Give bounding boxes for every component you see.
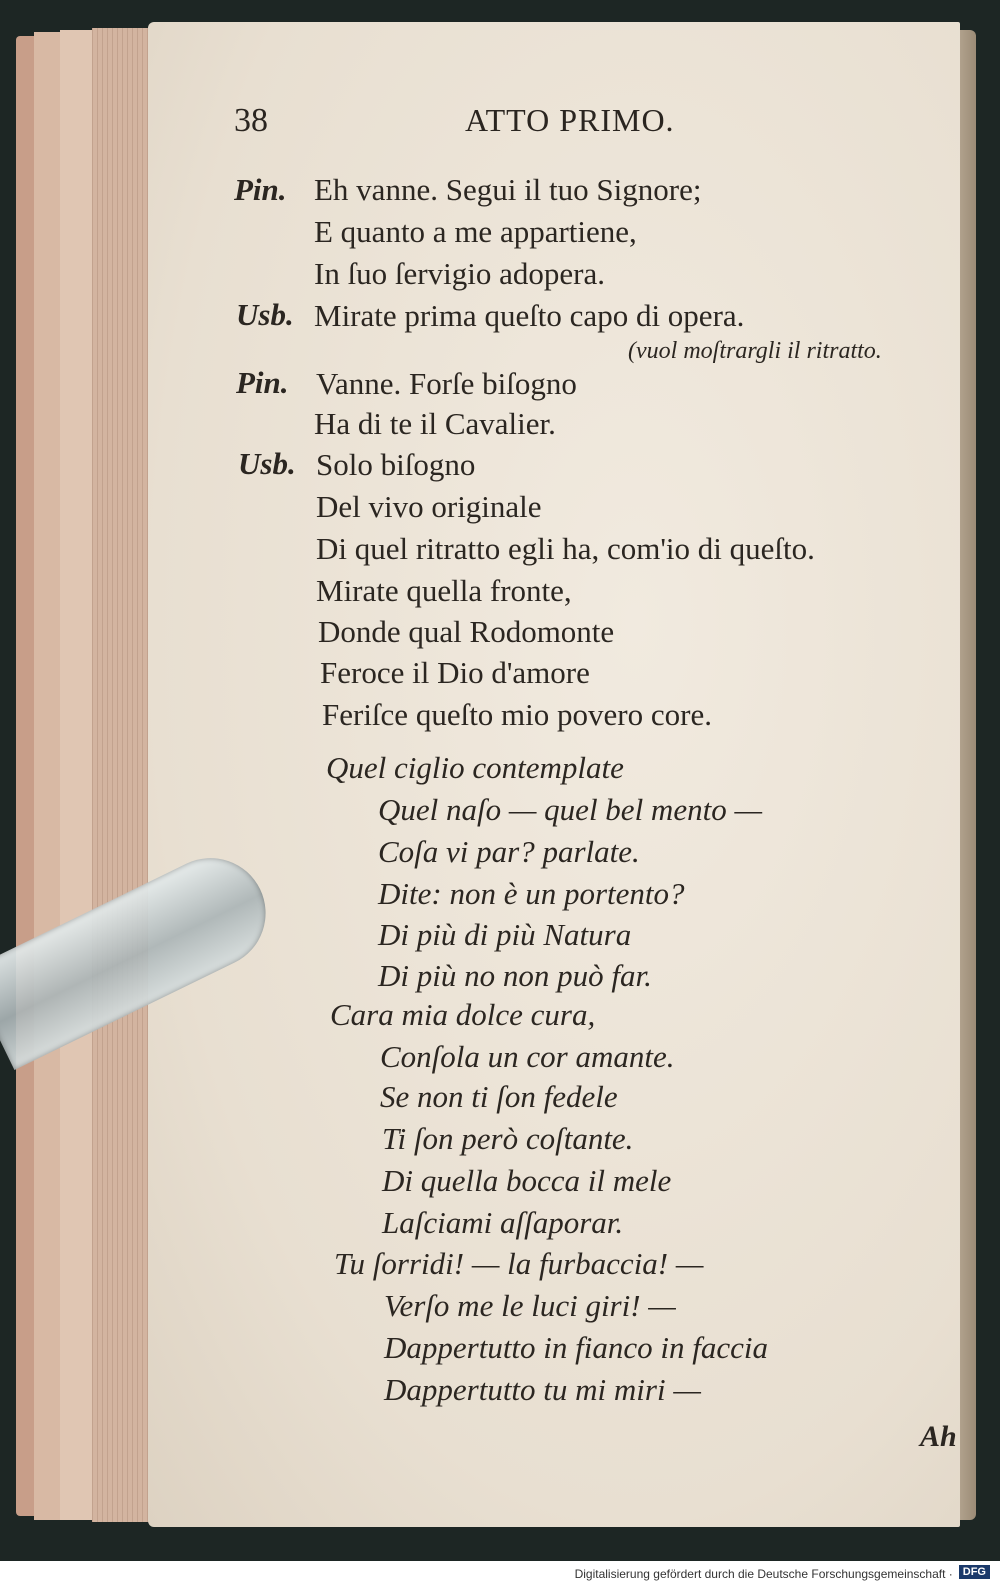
verse-line: Donde qual Rodomonte [318,614,615,649]
verse-line: In ſuo ſervigio adopera. [314,256,605,291]
aria-line: Conſola un cor amante. [380,1039,675,1074]
verse-line: Mirate quella fronte, [316,573,572,608]
aria-line: Quel ciglio contemplate [326,750,624,785]
verse-line: Vanne. Forſe biſogno [316,366,577,401]
aria-line: Tu ſorridi! — la furbaccia! — [334,1246,704,1281]
speaker-label: Usb. [238,446,296,481]
dfg-logo-icon: DFG [959,1565,990,1579]
aria-line: Cara mia dolce cura, [330,997,596,1032]
verse-line: Feroce il Dio d'amore [320,655,590,690]
verse-line: Mirate prima queſto capo di opera. [314,298,745,333]
running-title: ATTO PRIMO. [465,102,675,138]
verse-line: Di quel ritratto egli ha, com'io di queſto. [316,531,815,566]
aria-line: Coſa vi par? parlate. [378,834,640,869]
speaker-label: Pin. [234,172,287,207]
footer-credit: Digitalisierung gefördert durch die Deutsche Forschungsgemeinschaft · [574,1567,953,1581]
stage-direction: (vuol moſtrargli il ritratto. [628,338,882,364]
aria-line: Ti ſon però coſtante. [382,1121,634,1156]
aria-line: Laſciami aſſaporar. [382,1205,624,1240]
verse-line: Eh vanne. Segui il tuo Signore; [314,172,702,207]
footer-bar [0,1561,1000,1587]
catchword: Ah [920,1420,957,1453]
aria-line: Di più no non può far. [378,958,652,993]
page-block-stripes [92,28,152,1522]
aria-line: Quel naſo — quel bel mento — [378,792,763,827]
aria-line: Di quella bocca il mele [382,1163,672,1198]
speaker-label: Pin. [236,365,289,400]
aria-line: Dappertutto in fianco in faccia [384,1330,769,1365]
aria-line: Dite: non è un portento? [378,876,685,911]
aria-line: Di più di più Natura [378,917,632,952]
aria-line: Verſo me le luci giri! — [384,1288,676,1323]
speaker-label: Usb. [236,297,294,332]
verse-line: Feriſce queſto mio povero core. [322,697,712,732]
verse-line: Solo biſogno [316,447,476,482]
page-number: 38 [234,102,268,139]
verse-line: E quanto a me appartiene, [314,214,637,249]
verse-line: Del vivo originale [316,489,542,524]
aria-line: Dappertutto tu mi miri — [384,1372,701,1407]
aria-line: Se non ti ſon fedele [380,1079,618,1114]
verse-line: Ha di te il Cavalier. [314,406,556,441]
